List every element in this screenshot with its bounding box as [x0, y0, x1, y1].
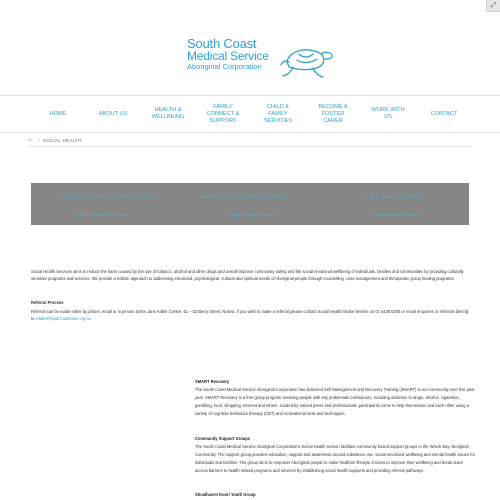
smart-recovery-text: The South Coast Medical Service Aboriginal Corporation has delivered Self Management and Recovery Training (SMART) to our community over this past year. SMART Recovery is a free group program assisting people with any problematic behaviours, including addiction to drugs, alcohol, cigarettes, gambling, food, shopping, Internet and others. Guided by trained peers and professionals, participants come to help themselves and each other using a variety of cognitive behaviour therapy (CBT) and motivational tools and techniques. — [195, 386, 475, 416]
nav-home[interactable] — [38, 96, 78, 132]
nav-contact-label: CONTACT — [430, 110, 458, 117]
nav-family-connect-support-label: FAMILY CONNECT & SUPPORT — [206, 103, 240, 124]
smart-recovery-section — [195, 378, 475, 418]
service-link-smart-recovery[interactable]: SMART Recovery Groups — [75, 212, 128, 217]
nav-child-family-services-label: CHILD & FAMILY SERVICES — [263, 103, 293, 124]
nav-health-wellbeing-label: HEALTH & WELLBEING — [151, 107, 185, 120]
referral-paragraph — [31, 308, 471, 323]
nav-become-foster-carer-label: BECOME A FOSTER CARER — [318, 103, 348, 124]
nav-health-wellbeing[interactable] — [148, 96, 188, 132]
logo-line-3: Aboriginal Corporation — [187, 62, 262, 71]
services-panel — [31, 183, 469, 225]
intro-paragraph: Social Health Services aims to reduce the harm caused by the use of tobacco, alcohol and other drugs and overall improve community safety and the social emotional wellbeing of individuals, families and communities by providing culturally sensitive programs and services. We provide a holistic approach to addressing emotional, psychological, cultural and spiritual needs of Aboriginal people through counselling, case management and therapeutic group healing programs. — [31, 269, 464, 282]
referral-text: Referral can be made either by phone, email or in person at the Jane Ardler Centre, 51 – 53 Berry Street, Nowra. If you wish to make a referral please contact Social Health Intake Worker on 02 4448 0200 or email enquiries or referrals directly to — [31, 309, 469, 322]
nav-family-connect-support[interactable] — [204, 96, 242, 132]
expand-corner-icon[interactable]: ⤢ — [486, 0, 500, 12]
koori-youth-section — [195, 491, 475, 499]
breadcrumb-divider — [28, 146, 472, 147]
service-link-drug-alcohol[interactable]: Drug & Alcohol Counselling — [365, 194, 421, 199]
referral-email-link[interactable]: intake@southcoastams.org.au — [35, 316, 91, 322]
community-support-section — [195, 435, 475, 475]
breadcrumb-current: SOCIAL HEALTH — [42, 137, 82, 143]
service-link-mental-health[interactable]: Mental Health Services — [373, 212, 421, 217]
service-link-community-support[interactable]: Community Support Groups & Referral Services — [57, 194, 155, 199]
breadcrumb — [28, 135, 82, 145]
community-support-text: The South Coast Medical Service Aboriginal Corporation's Social Health section facilitate community based support groups in the Wreck Bay Aboriginal Community. The support group provides education, support and awareness around substance use, social emotional wellbeing and mental health issues for individuals and families. The group aims to empower Aboriginal people to make healthier lifestyle choices to improve their wellbeing and break down access barriers to health related programs and services by establishing social health supports and providing referral pathways. — [195, 443, 475, 473]
nav-home-label: HOME — [49, 110, 67, 117]
referral-heading: Referral Process — [31, 300, 64, 305]
nav-become-foster-carer[interactable] — [313, 96, 353, 132]
nav-work-with-us[interactable] — [368, 96, 408, 132]
smart-recovery-heading: SMART Recovery — [195, 379, 230, 384]
service-link-emotional-social-wellbeing[interactable]: Emotional & Social Wellbeing Counselling — [201, 194, 287, 199]
community-support-heading: Community Support Groups — [195, 436, 251, 441]
turtle-logo-icon — [279, 40, 335, 80]
nav-child-family-services[interactable] — [259, 96, 297, 132]
main-nav — [0, 95, 500, 133]
breadcrumb-separator-icon: › — [37, 137, 40, 143]
nav-work-with-us-label: WORK WITH US — [371, 107, 405, 120]
nav-about-us-label: ABOUT US — [98, 110, 128, 117]
nav-about-us[interactable] — [92, 96, 134, 132]
service-link-family-support[interactable]: Family Support Groups — [227, 212, 275, 217]
logo-line-2: Medical Service — [187, 49, 269, 63]
site-header — [0, 0, 500, 95]
logo-text — [187, 38, 269, 71]
home-icon[interactable]: ⌂ — [28, 137, 32, 143]
koori-youth-heading: Shoalhaven Koori Youth Group — [195, 492, 256, 497]
site-logo[interactable] — [187, 38, 337, 84]
nav-contact[interactable] — [424, 96, 464, 132]
logo-line-1: South Coast — [187, 36, 257, 51]
